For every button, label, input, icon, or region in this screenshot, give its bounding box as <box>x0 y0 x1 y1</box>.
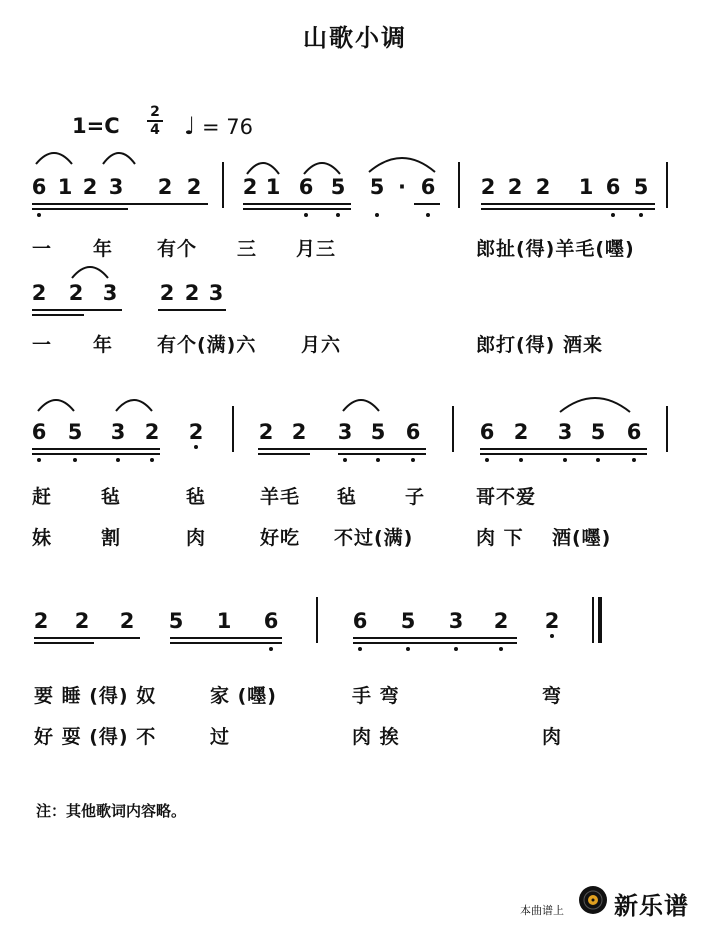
page-title: 山歌小调 <box>303 24 407 52</box>
note: 1 <box>57 175 73 199</box>
lyric: 郎打(得) 酒来 <box>476 334 603 356</box>
low-dot <box>73 458 77 462</box>
lyric: 年 <box>93 238 114 260</box>
underline <box>338 453 426 455</box>
lyric: 不过(满) <box>334 527 414 549</box>
underline <box>32 208 128 210</box>
underline <box>258 453 310 455</box>
note: 6 <box>352 609 368 633</box>
lyric: 毡 <box>186 486 207 508</box>
underline <box>32 453 160 455</box>
underline <box>32 309 122 311</box>
barline <box>222 162 224 208</box>
lyric: 要 睡 (得) 奴 <box>34 685 157 707</box>
note: 2 <box>82 175 98 199</box>
lyric: 月三 <box>296 238 337 260</box>
underline <box>258 448 426 450</box>
lyric: 一 <box>32 238 53 260</box>
note: 2 <box>184 281 200 305</box>
note: 2 <box>186 175 202 199</box>
lyric: 毡 <box>101 486 122 508</box>
lyric: 手 弯 <box>352 685 400 707</box>
note: 2 <box>31 281 47 305</box>
note: 5 <box>67 420 83 444</box>
lyric: 酒(嚜) <box>552 527 612 549</box>
low-dot <box>563 458 567 462</box>
lyric: 三 <box>237 238 258 260</box>
final-barline-thin <box>592 597 594 643</box>
lyric: 弯 <box>542 685 563 707</box>
low-dot <box>499 647 503 651</box>
vinyl-record-icon <box>578 885 608 915</box>
underline <box>34 637 140 639</box>
lyric: 好吃 <box>260 527 301 549</box>
underline <box>414 203 440 205</box>
low-dot <box>37 213 41 217</box>
barline <box>452 406 454 452</box>
lyric: 子 <box>405 486 426 508</box>
barline <box>666 162 668 208</box>
underline <box>481 208 655 210</box>
key-signature: 1=C <box>72 114 120 138</box>
note: 5 <box>590 420 606 444</box>
underline <box>481 203 655 205</box>
footnote: 注：其他歌词内容略。 <box>36 802 187 820</box>
underline <box>32 448 160 450</box>
slur <box>341 395 381 413</box>
lyric: 赶 <box>32 486 53 508</box>
note: 2 <box>291 420 307 444</box>
note: 2 <box>493 609 509 633</box>
system-1-notes <box>0 172 710 202</box>
note: 2 <box>33 609 49 633</box>
underline <box>480 448 647 450</box>
note: 6 <box>605 175 621 199</box>
lyric: 肉 下 <box>476 527 524 549</box>
lyric: 羊毛 <box>260 486 301 508</box>
lyric: 毡 <box>337 486 358 508</box>
final-barline-thick <box>598 597 602 643</box>
lyric: 好 耍 (得) 不 <box>34 726 157 748</box>
lyric: 一 <box>32 334 53 356</box>
barline <box>666 406 668 452</box>
low-dot <box>550 634 554 638</box>
low-dot <box>596 458 600 462</box>
underline <box>32 314 84 316</box>
note-dot: · <box>398 175 406 199</box>
brand-name: 新乐谱 <box>614 892 689 920</box>
slur <box>101 148 137 166</box>
note: 2 <box>535 175 551 199</box>
underline <box>353 642 517 644</box>
low-dot <box>304 213 308 217</box>
note: 5 <box>168 609 184 633</box>
note: 5 <box>330 175 346 199</box>
slur <box>302 158 342 176</box>
lyric: 妹 <box>32 527 53 549</box>
lyric: 肉 <box>542 726 563 748</box>
note: 3 <box>448 609 464 633</box>
note: 3 <box>110 420 126 444</box>
low-dot <box>336 213 340 217</box>
underline <box>243 208 351 210</box>
note: 2 <box>513 420 529 444</box>
note: 2 <box>68 281 84 305</box>
system-3-notes <box>0 417 710 447</box>
note: 6 <box>405 420 421 444</box>
barline <box>458 162 460 208</box>
lyric: 肉 挨 <box>352 726 400 748</box>
low-dot <box>358 647 362 651</box>
underline <box>170 642 282 644</box>
note: 2 <box>258 420 274 444</box>
low-dot <box>485 458 489 462</box>
note: 5 <box>633 175 649 199</box>
note: 2 <box>144 420 160 444</box>
low-dot <box>411 458 415 462</box>
low-dot <box>519 458 523 462</box>
underline <box>34 642 94 644</box>
low-dot <box>269 647 273 651</box>
note: 6 <box>31 175 47 199</box>
lyric: 家 (嚜) <box>210 685 277 707</box>
tempo-marking <box>184 112 253 140</box>
note: 2 <box>119 609 135 633</box>
slur <box>245 158 281 176</box>
lyric: 肉 <box>186 527 207 549</box>
note: 6 <box>479 420 495 444</box>
note: 3 <box>337 420 353 444</box>
system-4-notes <box>0 606 710 636</box>
note: 6 <box>31 420 47 444</box>
lyric: 有个 <box>157 238 198 260</box>
brand-label: 本曲谱上 <box>520 904 564 917</box>
underline <box>32 203 208 205</box>
note: 5 <box>369 175 385 199</box>
note: 6 <box>420 175 436 199</box>
lyric: 割 <box>101 527 122 549</box>
note: 3 <box>102 281 118 305</box>
note: 2 <box>507 175 523 199</box>
note: 2 <box>74 609 90 633</box>
note: 1 <box>216 609 232 633</box>
low-dot <box>150 458 154 462</box>
note: 3 <box>557 420 573 444</box>
note: 2 <box>544 609 560 633</box>
time-sig-top: 2 <box>150 104 160 120</box>
underline <box>353 637 517 639</box>
slur <box>558 392 632 414</box>
slur <box>36 395 76 413</box>
lyric: 过 <box>210 726 231 748</box>
low-dot <box>375 213 379 217</box>
low-dot <box>116 458 120 462</box>
note: 6 <box>626 420 642 444</box>
time-signature <box>146 104 164 138</box>
lyric: 月六 <box>301 334 342 356</box>
note: 1 <box>265 175 281 199</box>
underline <box>243 203 351 205</box>
lyric: 郎扯(得)羊毛(嚜) <box>476 238 635 260</box>
slur <box>367 152 437 174</box>
low-dot <box>611 213 615 217</box>
low-dot <box>639 213 643 217</box>
barline <box>232 406 234 452</box>
low-dot <box>426 213 430 217</box>
barline <box>316 597 318 643</box>
slur <box>70 262 110 280</box>
system-2-notes <box>0 278 710 308</box>
note: 3 <box>108 175 124 199</box>
note: 5 <box>370 420 386 444</box>
time-sig-bottom: 4 <box>150 122 160 138</box>
underline <box>170 637 282 639</box>
quarter-note-icon: ♩ <box>184 112 196 140</box>
slur <box>34 148 74 166</box>
low-dot <box>376 458 380 462</box>
low-dot <box>406 647 410 651</box>
low-dot <box>194 445 198 449</box>
tempo-value: = 76 <box>202 115 254 139</box>
underline <box>158 309 226 311</box>
low-dot <box>343 458 347 462</box>
note: 1 <box>578 175 594 199</box>
low-dot <box>632 458 636 462</box>
low-dot <box>454 647 458 651</box>
low-dot <box>37 458 41 462</box>
lyric: 年 <box>93 334 114 356</box>
note: 6 <box>298 175 314 199</box>
note: 2 <box>159 281 175 305</box>
underline <box>480 453 647 455</box>
note: 3 <box>208 281 224 305</box>
slur <box>114 395 154 413</box>
note: 2 <box>242 175 258 199</box>
note: 2 <box>480 175 496 199</box>
lyric: 哥不爱 <box>476 486 537 508</box>
note: 6 <box>263 609 279 633</box>
note: 5 <box>400 609 416 633</box>
note: 2 <box>188 420 204 444</box>
lyric: 有个(满)六 <box>157 334 257 356</box>
note: 2 <box>157 175 173 199</box>
